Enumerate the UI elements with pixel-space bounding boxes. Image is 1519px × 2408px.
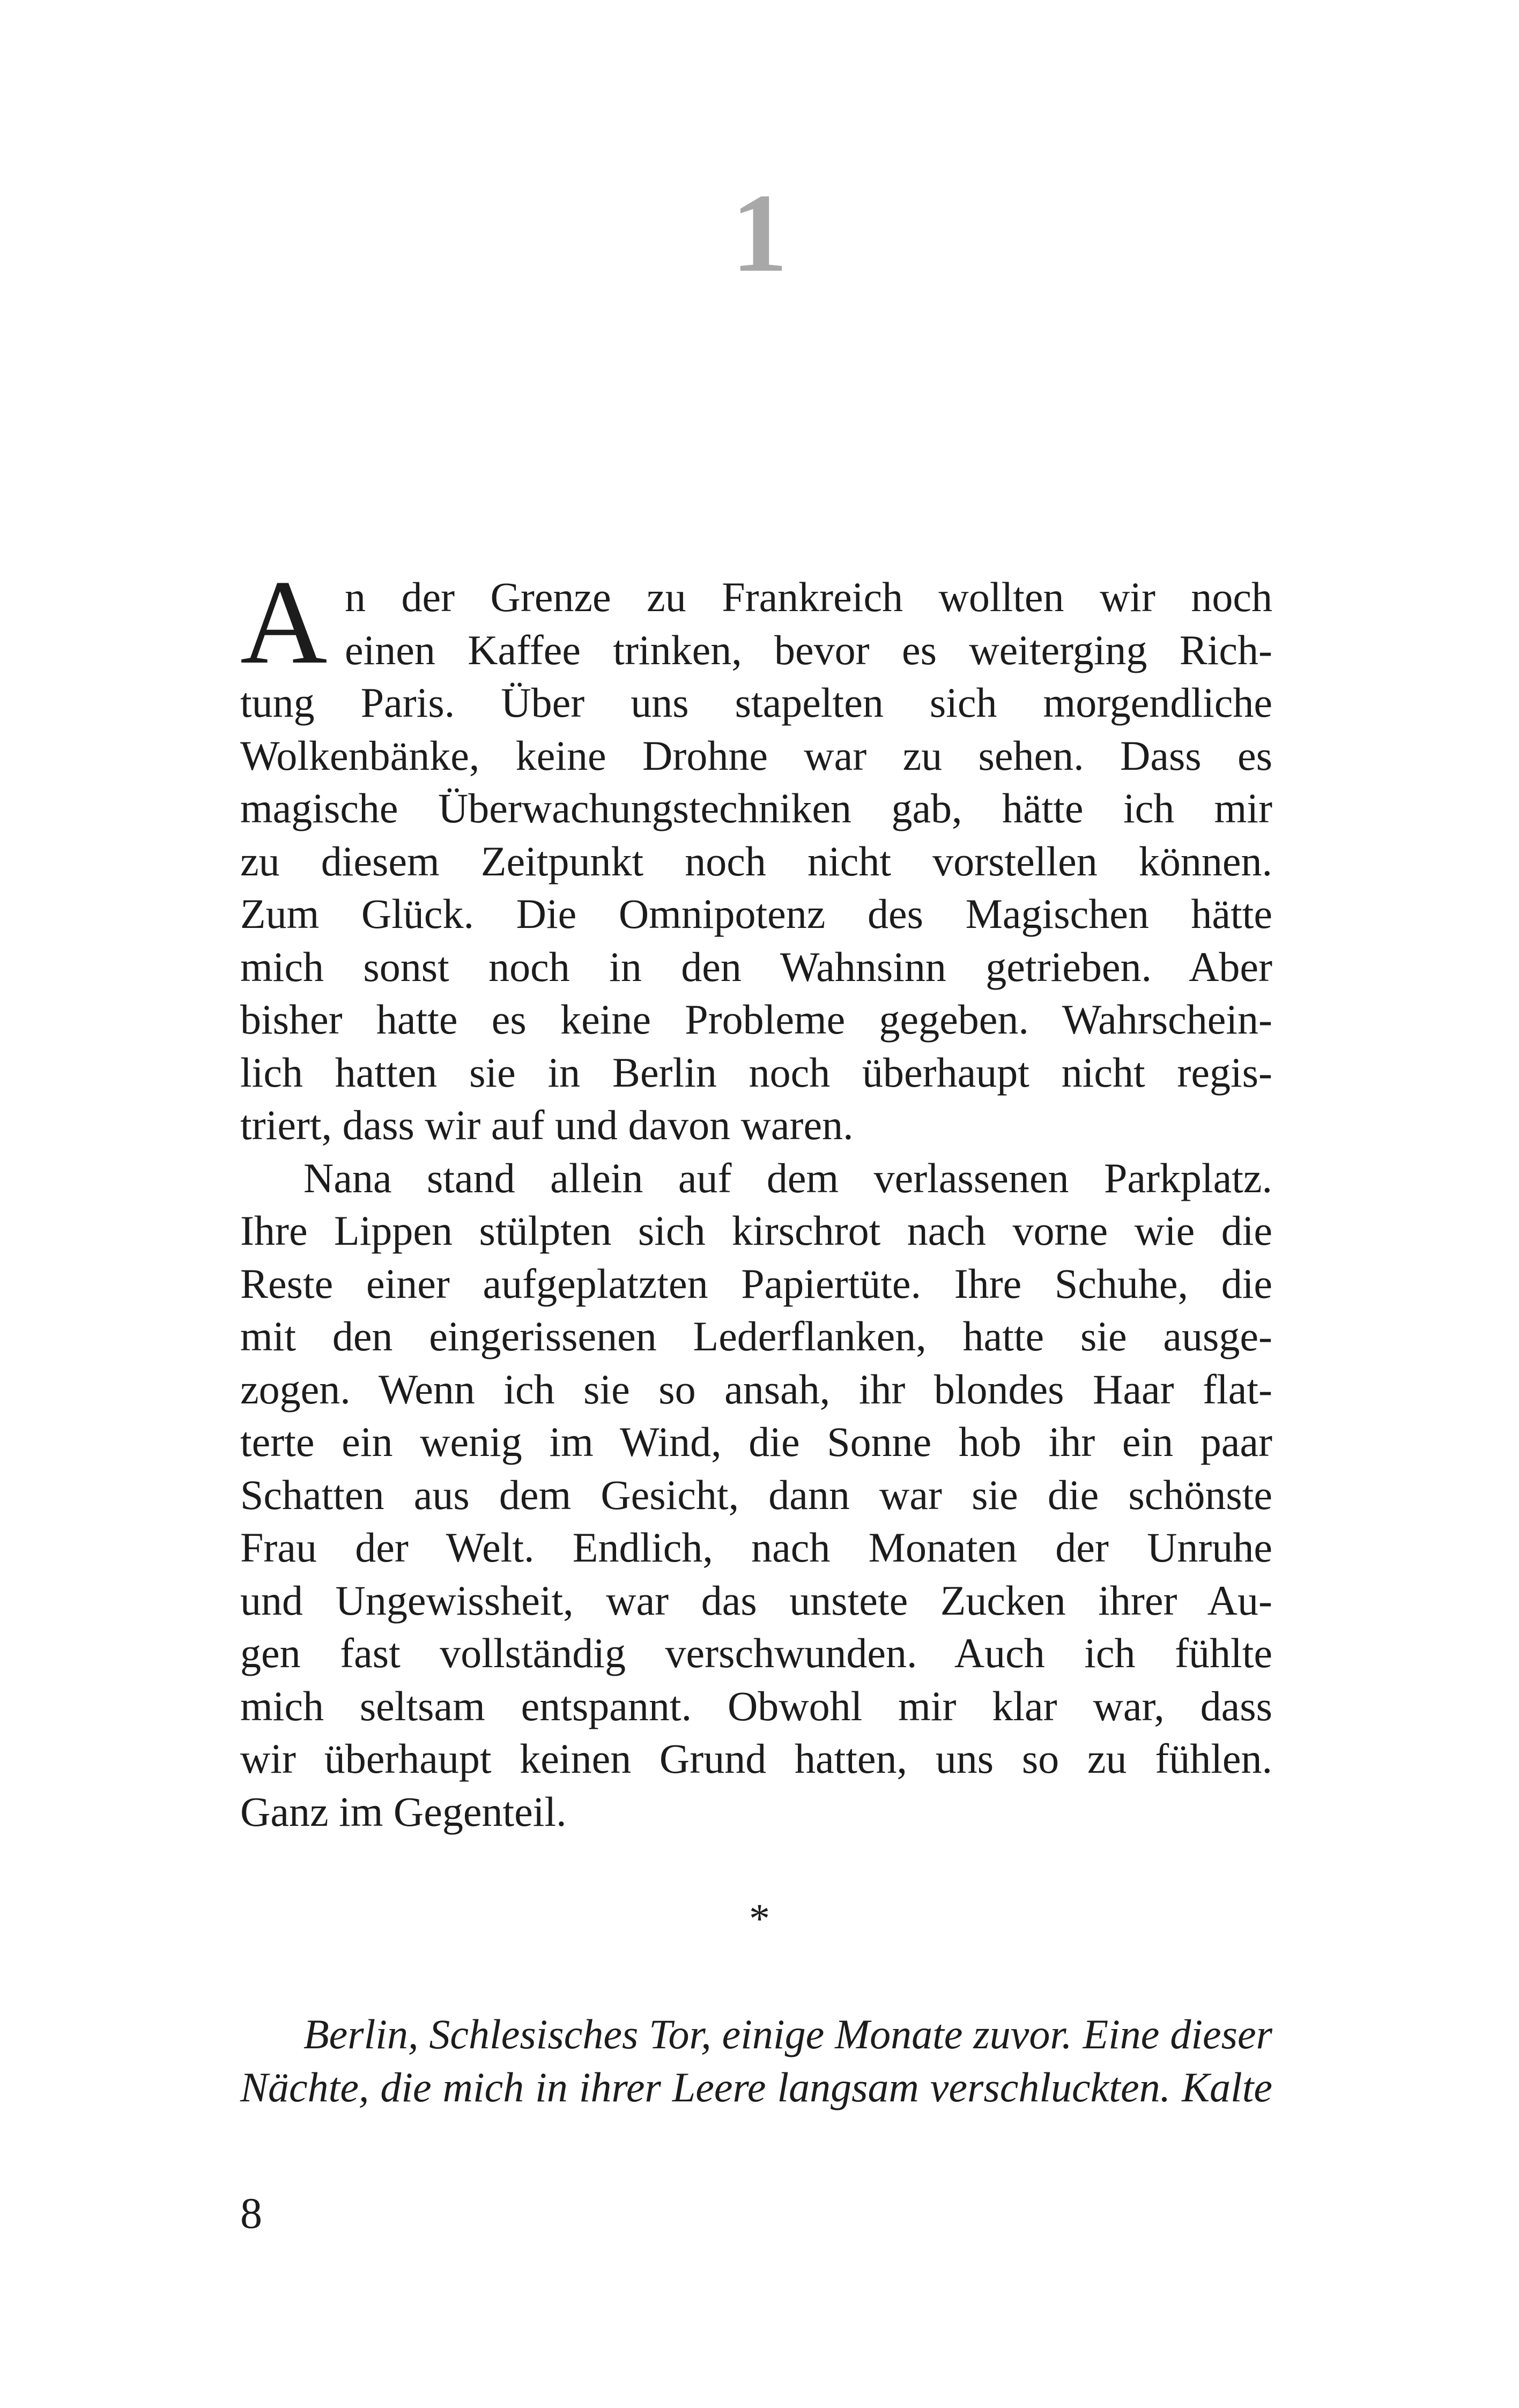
text-line: einen Kaffee trinken, bevor es weiterging Rich- (345, 626, 1272, 673)
paragraph-1 (240, 571, 1272, 1152)
text-line: Frau der Welt. Endlich, nach Monaten der Unruhe (240, 1524, 1272, 1571)
text-line: Nana stand allein auf dem verlassenen Parkplatz. (303, 1154, 1272, 1201)
page-number: 8 (240, 2189, 262, 2238)
text-line: Ihre Lippen stülpten sich kirschrot nach vorne wie die (240, 1207, 1272, 1254)
text-line: magische Überwachungstechniken gab, hätte ich mir (240, 785, 1272, 831)
text-line: Nächte, die mich in ihrer Leere langsam verschluckten. Kalte (240, 2063, 1272, 2110)
text-line: Zum Glück. Die Omnipotenz des Magischen hätte (240, 890, 1272, 937)
section-separator: * (749, 1895, 770, 1942)
text-line: Reste einer aufgeplatzten Papiertüte. Ihre Schuhe, die (240, 1260, 1272, 1307)
text-line: mich seltsam entspannt. Obwohl mir klar war, dass (240, 1682, 1272, 1729)
paragraph-2 (240, 1152, 1272, 1839)
text-line: mich sonst noch in den Wahnsinn getrieben. Aber (240, 943, 1272, 990)
body-text (240, 571, 1272, 1838)
text-line: Ganz im Gegenteil. (240, 1788, 567, 1835)
text-line: terte ein wenig im Wind, die Sonne hob ihr ein paar (240, 1418, 1272, 1465)
text-line: tung Paris. Über uns stapelten sich morgendliche (240, 679, 1272, 726)
text-line: gen fast vollständig verschwunden. Auch ich fühlte (240, 1630, 1272, 1676)
text-line: Schatten aus dem Gesicht, dann war sie die schönste (240, 1471, 1272, 1518)
text-line: zogen. Wenn ich sie so ansah, ihr blondes Haar flat- (240, 1365, 1272, 1413)
italic-passage (240, 2008, 1272, 2114)
chapter-number: 1 (731, 171, 788, 295)
text-line: zu diesem Zeitpunkt noch nicht vorstellen können. (240, 837, 1272, 885)
text-line: triert, dass wir auf und davon waren. (240, 1102, 854, 1148)
text-line: lich hatten sie in Berlin noch überhaupt nicht regis- (240, 1049, 1272, 1096)
text-line: wir überhaupt keinen Grund hatten, uns so zu fühlen. (240, 1735, 1272, 1782)
text-line: n der Grenze zu Frankreich wollten wir noch (345, 574, 1272, 620)
text-line: und Ungewissheit, war das unstete Zucken ihrer Au- (240, 1577, 1272, 1624)
text-line: Wolkenbänke, keine Drohne war zu sehen. Dass es (240, 732, 1272, 779)
text-line: bisher hatte es keine Probleme gegeben. Wahrschein- (240, 996, 1272, 1043)
text-line: mit den eingerissenen Lederflanken, hatte sie ausge- (240, 1313, 1272, 1359)
text-line: Berlin, Schlesisches Tor, einige Monate zuvor. Eine dieser (303, 2011, 1272, 2057)
drop-cap: A (240, 555, 328, 689)
